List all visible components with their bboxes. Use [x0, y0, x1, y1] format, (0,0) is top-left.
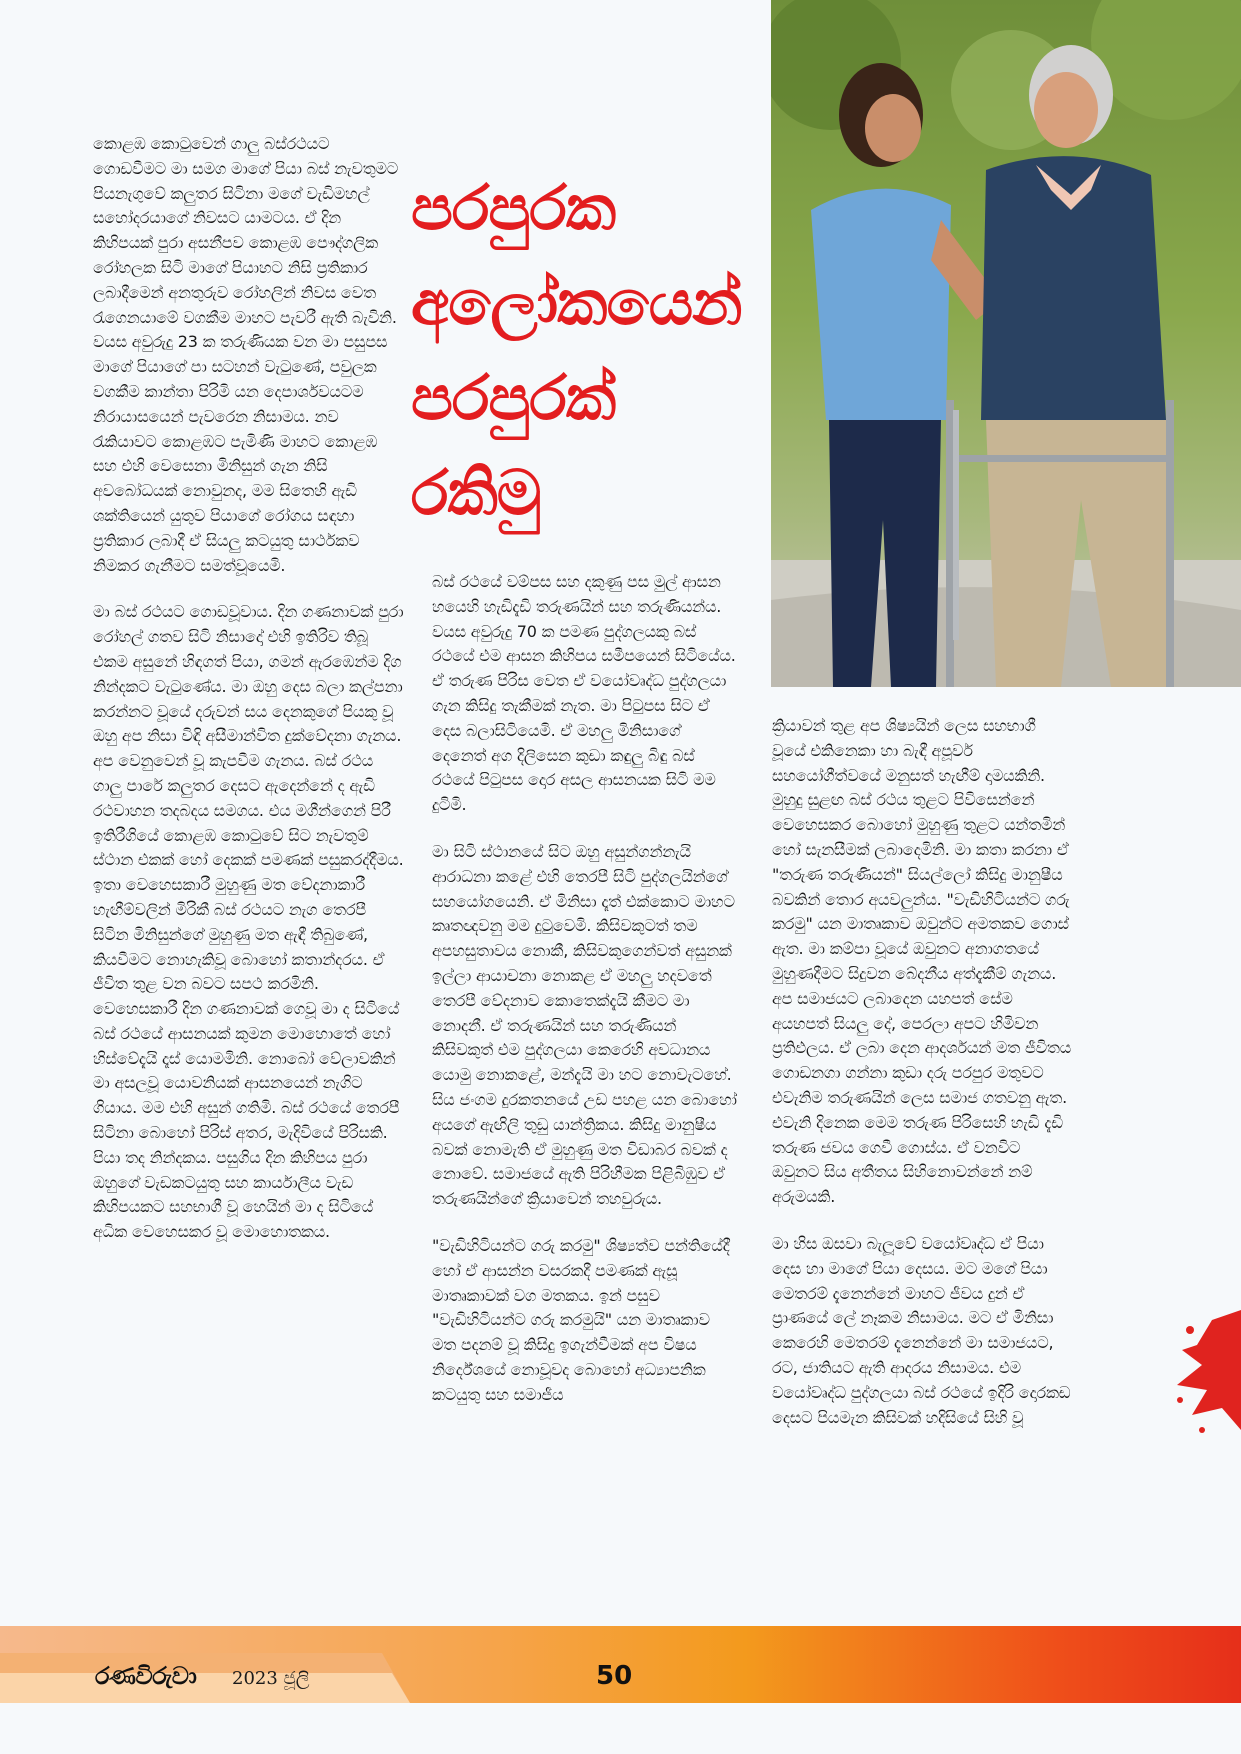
article-column-2: [432, 570, 738, 1430]
article-photo: [771, 0, 1241, 687]
page-footer: [0, 1626, 1241, 1703]
article-headline: [411, 160, 771, 540]
article-column-1: [93, 132, 405, 1267]
headline-line: රකිමු: [411, 456, 541, 529]
article-paragraph: බස් රථයේ වම්පස සහ දකුණු පස මුල් ආසන හයෙහි හැඩිදැඩි තරුණයින් සහ තරුණියන්ය. වයස අවුරුදු 70 ක පමණ පුද්ගලයකු බස් රථයේ එම ආසන කිහිපය සමීපයෙන් සිටියේය. ඒ තරුණ පිරිස වෙත ඒ වයෝවෘද්ධ පුද්ගලයා ගැන කිසිදු තැකීමක් නැත. මා පිටුපස සිට ඒ දෙස බලාසිටියෙමි. ඒ මහලු මිනිසාගේ දෙනෙත් අග දිලිසෙන කුඩා කඳුලු බිඳු බස් රථයේ පිටුපස දොර අසල ආසනයක සිටි මම දුටිමි.: [432, 572, 736, 815]
article-paragraph: මා බස් රථයට ගොඩවූවාය. දින ගණනාවක් පුරා රෝහල් ගතව සිටි නිසාදෝ එහි ඉතිරිව තිබූ එකම අසුනේ හිඳගත් පියා, ගමන් ඇරඹෙන්ම දිග නින්දකට වැටුණේය. මා ඔහු දෙස බලා කල්පනා කරන්නට වූයේ දරුවන් සය දෙනකුගේ පියකු වූ ඔහු අප නිසා විඳි අසීමාන්විත දුක්වේදනා ගැනය. අප වෙනුවෙන් වූ කැපවීම ගැනය. බස් රථය ගාලු පාරේ කලුතර දෙසට ඇදෙන්නේ ද ඇඩි රථවාහන තදබදය සමගය. එය මගීන්ගෙන් පිරී ඉතිරීගියේ කොළඹ කොටුවේ සිට නැවතුම් ස්ථාන එකක් හෝ දෙකක් පමණක් පසුකරද්දීමය. ඉතා වෙහෙසකාරී මුහුණු මත වේදනාකාරී හැඟීම්වලින් මිරිකී බස් රථයට නැග තෙරපී සිටින මිනිසුන්ගේ මුහුණු මත ඇඳී තිබුණේ, කියවීමට නොහැකිවූ බොහෝ කතාන්දරය. ඒ ජීවිත තුළ වන බවට සපථ කරමිනි. වෙහෙසකාරී දින ගණනාවක් ගෙවූ මා ද සිටියේ බස් රථයේ ආසනයක් කුමන මොහොතේ හෝ හිස්වේදැයි දෑස් යොමමිනි. නොබෝ වේලාවකින් මා අසලවූ යොවනියක් ආසනයෙන් නැගිට ගියාය. මම එහි අසුන් ගතිමි. බස් රථයේ තෙරපී සිටිනා බොහෝ පිරිස් අතර, මැදිවියේ පිරිසකි. පියා තද නින්දකය. පසුගිය දින කිහිපය පුරා ඔහුගේ වැඩකටයුතු සහ කාර්යාලීය වැඩ කිහිපයකට සහභාගී වූ හෙයින් මා ද සිටියේ අධික වෙහෙසකර වූ මොහොතකය.: [93, 602, 404, 1242]
footer-bar: [0, 1673, 410, 1703]
article-paragraph: මා සිටි ස්ථානයේ සිට ඔහු අසුන්ගන්නැයි ආරාධනා කළේ එහි තෙරපී සිටි පුද්ගලයින්ගේ සහයෝගයෙනි. ඒ මිනිසා දෑත් එක්කොට මාහට කෘතඥවනු මම දුටුවෙමි. කිසිවකුටත් තම අපහසුතාවය නොකී, කිසිවකුගෙන්වත් අසුනක් ඉල්ලා ආයාචනා නොකළ ඒ මහලු හදවතේ තෙරපී වේදනාව කොතෙක්දැයි කීමට මා නොදනී. ඒ තරුණයින් සහ තරුණියන් කිසිවකුත් එම පුද්ගලයා කෙරෙහි අවධානය යොමු නොකළේ, මන්දැයි මා හට නොවැටහේ. සිය ජංගම දුරකතනයේ උඩ පහළ යන බොහෝ අයගේ ඇඟිලි තුඩු යාන්ත්‍රිකය. කිසිදු මානුෂීය බවක් නොමැති ඒ මුහුණු මත විඩාබර බවක් ද නොවේ. සමාජයේ ඇති පිරිහීමක පිළිබිඹුව ඒ තරුණයින්ගේ ක්‍රියාවෙන් තහවුරුය.: [432, 841, 737, 1209]
issue-date: 2023 ජූලි: [232, 1668, 310, 1689]
article-paragraph: ක්‍රියාවන් තුළ අප ශිෂ්‍යයින් ලෙස සහභාගී වූයේ එකිනෙකා හා බැඳී අපූර්ව සහයෝගීත්වයේ මනුසත් හැඟීම් දාමයකිනි. මුහුදු සුළඟ බස් රථය තුළට පිවිසෙන්නේ වෙහෙසකර බොහෝ මුහුණු තුළට යන්තමින් හෝ සැනසීමක් ලබාදෙමිනි. මා කතා කරනා ඒ "තරුණ තරුණියන්" සියල්ලෝ කිසිදු මානුෂීය බවකින් තොර අයවලුන්ය. "වැඩිහිටියන්ට ගරු කරමු" යන මාතෘකාව ඔවුන්ට අමතකව ගොස් ඇත. මා කම්පා වූයේ ඔවුනට අනාගතයේ මුහුණදීමට සිදුවන බේදනීය අත්දැකීම් ගැනය. අප සමාජයට ලබාදෙන යහපත් සේම අයහපත් සියලු දේ, පෙරලා අපට හිමිවන ප්‍රතිඵලය. ඒ ලබා දෙන ආදර්ශයන් මත ජීවිතය ගොඩනගා ගන්නා කුඩා දරු පරපුර මතුවට එවැනිම තරුණයින් ලෙස සමාජ ගතවනු ඇත. එවැනි දිනෙක මෙම තරුණ පිරිසෙහි හැඩි දැඩි තරුණ ජවය ගෙවී ගොස්ය. ඒ වනවිට ඔවුනට සිය අතීතය සිහිනොවන්නේ නම් අරුමයකි.: [772, 716, 1071, 1207]
article-paragraph: මා හිස ඔසවා බැලූවේ වයෝවෘද්ධ ඒ පියා දෙස හා මාගේ පියා දෙසය. මට මගේ පියා මෙතරම් දැනෙන්නේ මාහට ජීවය දුන් ඒ ප්‍රාණයේ ලේ නෑකම නිසාමය. මට ඒ මිනිසා කෙරෙහි මෙතරම් දැනෙන්නේ මා සමාජයට, රට, ජාතියට ඇති ආදරය නිසාමය. එම වයෝවෘද්ධ පුද්ගලයා බස් රථයේ ඉදිරි දොරකඩ දෙසට පියමැන කිසිවක් හදිසියේ සිහි වූ: [772, 1233, 1071, 1427]
headline-line: අලෝකයෙන්: [411, 266, 742, 339]
article-column-3: [772, 714, 1072, 1452]
decorative-splash: [1172, 1290, 1241, 1440]
page-number: 50: [596, 1661, 633, 1691]
article-paragraph: "වැඩිහිටියන්ට ගරු කරමු" ශිෂ්‍යත්ව පන්තියේදී හෝ ඒ ආසන්න වසරකදී පමණක් ඇසූ මාතෘකාවක් වග මතකය. ඉන් පසුව "වැඩිහිටියන්ට ගරු කරමුයි" යන මාතෘකාව මත පදනම් වූ කිසිදු ඉගැන්වීමක් අප විෂය නිර්දේශයේ නොවූවද බොහෝ අධ්‍යාපනික කටයුතු සහ සමාජීය: [432, 1235, 730, 1404]
article-paragraph: කොළඹ කොටුවෙන් ගාලු බස්රථයට ගොඩවීමට මා සමග මාගේ පියා බස් නැවතුමට පියනැගුවේ කලුතර සිටිනා මගේ වැඩිමහල් සහෝදරයාගේ නිවසට යාමටය. ඒ දින කිහිපයක් පුරා අසනීපව කොළඹ පෞද්ගලික රෝහලක සිටි මාගේ පියාහට නිසි ප්‍රතිකාර ලබාදීමෙන් අනතුරුව රෝහලින් නිවස වෙත රැගෙනයාමේ වගකීම මාහට පැවරී ඇති බැවිනි. වයස අවුරුදු 23 ක තරුණියක වන මා පසුපස මාගේ පියාගේ පා සටහන් වැටුණේ, පවුලක වගකීම කාන්තා පිරිමි යන දෙපාර්ශවයටම නිරායාසයෙන් පැවරෙන නිසාමය. නව රැකියාවට කොළඹට පැමිණි මාහට කොළඹ සහ එහි වෙසෙනා මිනිසුන් ගැන නිසි අවබෝධයක් නොවුනද, මම සිතෙහි ඇඩි ශක්තියෙන් යුතුව පියාගේ රෝගය සඳහා ප්‍රතිකාර ලබාදී ඒ සියලු කටයුතු සාර්ථකව නිමකර ගැනීමට සමත්වූයෙමි.: [93, 134, 399, 575]
headline-line: පරපුරක: [411, 171, 616, 244]
headline-line: පරපුරක්: [411, 361, 616, 434]
magazine-logo: රණවිරුවා: [95, 1662, 197, 1690]
